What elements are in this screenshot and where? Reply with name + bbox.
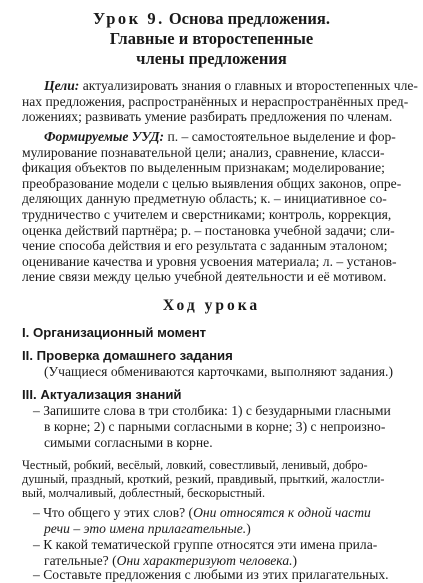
uud-label: Формируемые УУД: [44,129,165,144]
title-line-1 [0,9,423,29]
goals-line-3: ложениях; развивать умение разбирать предложения по членам. [22,109,393,125]
question-3-text: Составьте предложения с любыми из этих прилагательных. [43,567,389,582]
uud-text-1: п. – самостоятельное выделение и фор- [167,129,396,144]
goals-line-1 [22,78,418,94]
uud-line-2: мулирование познавательной цели; анализ, сравнение, класси- [22,144,385,160]
question-1-text: Что общего у этих слов? ( [43,505,194,520]
goals-line-2: нах предложения, распространённых и нераспространённых пред- [22,93,409,109]
uud-paragraph [22,129,410,285]
section-3-title: III. Актуализация знаний [22,387,182,402]
uud-line-10: ление связи между целью учебной деятельности и её мотивом. [22,269,387,285]
question-2-line-1 [33,537,377,553]
words-line-3: вый, молчаливый, доблестный, бескорыстный. [22,486,265,500]
question-1-close: ) [246,521,251,536]
course-heading: Ход урока [162,297,261,314]
goals-text-1: актуализировать знания о главных и второстепенных чле- [82,78,418,93]
uud-line-9: оценивание качества и уровня усвоения материала; л. – установ- [22,253,397,269]
question-3-line [33,567,389,583]
question-2-close: ) [292,553,298,568]
uud-line-6: трудничество с учителем и сверстниками; контроль, коррекция, [22,206,392,222]
section-1-title: I. Организационный момент [22,325,207,340]
goals-label: Цели: [44,78,80,93]
section-2-text: (Учащиеся обмениваются карточками, выполняют задания.) [44,364,393,379]
question-3-dash: – [33,567,40,582]
section-2-title: II. Проверка домашнего задания [22,348,233,363]
words-line-2: душный, праздный, кроткий, резкий, правдивый, прыткий, жалостли- [22,472,385,486]
uud-line-4: преобразование модели с целью выявления общих законов, опре- [22,175,402,191]
task-line-3: симыми согласными в корне. [44,435,213,450]
uud-line-7: оценка действий партнёра; р. – постановка учебной задачи; сли- [22,222,395,238]
uud-line-5: деляющих данную предметную область; к. – инициативное со- [22,191,387,207]
question-1-line-1 [33,505,371,521]
task-line-2: в корне; 2) с парными согласными в корне; 3) с непроизно- [44,419,386,434]
question-1-answer-b: речи – это имена прилагательные. [44,521,247,536]
uud-line-1 [22,129,410,145]
task-line-1: – Запишите слова в три столбика: 1) с безударными гласными [33,403,391,418]
question-2-text: К какой тематической группе относятся эти имена прила- [43,537,378,552]
question-2-dash: – [33,537,40,552]
uud-line-3: фикация объектов по выделенным признакам; моделирование; [22,160,385,176]
title-line-2: Главные и второстепенные [109,29,314,48]
question-2-answer: Они характеризуют человека. [116,553,293,568]
goals-paragraph [22,78,418,125]
question-1-answer-a: Они относятся к одной части [193,505,371,520]
lesson-number: Урок 9. [93,9,165,28]
uud-line-8: чение способа действия и его результата с заданным эталоном; [22,238,388,254]
question-2-start: гательные? ( [44,553,117,568]
title-line-3: члены предложения [136,49,287,68]
question-1-dash: – [33,505,40,520]
title-main: Основа предложения. [168,9,330,28]
words-line-1: Честный, робкий, весёлый, ловкий, совестливый, ленивый, добро- [22,458,368,472]
question-1-line-2 [44,521,251,537]
lesson-title [0,9,423,69]
